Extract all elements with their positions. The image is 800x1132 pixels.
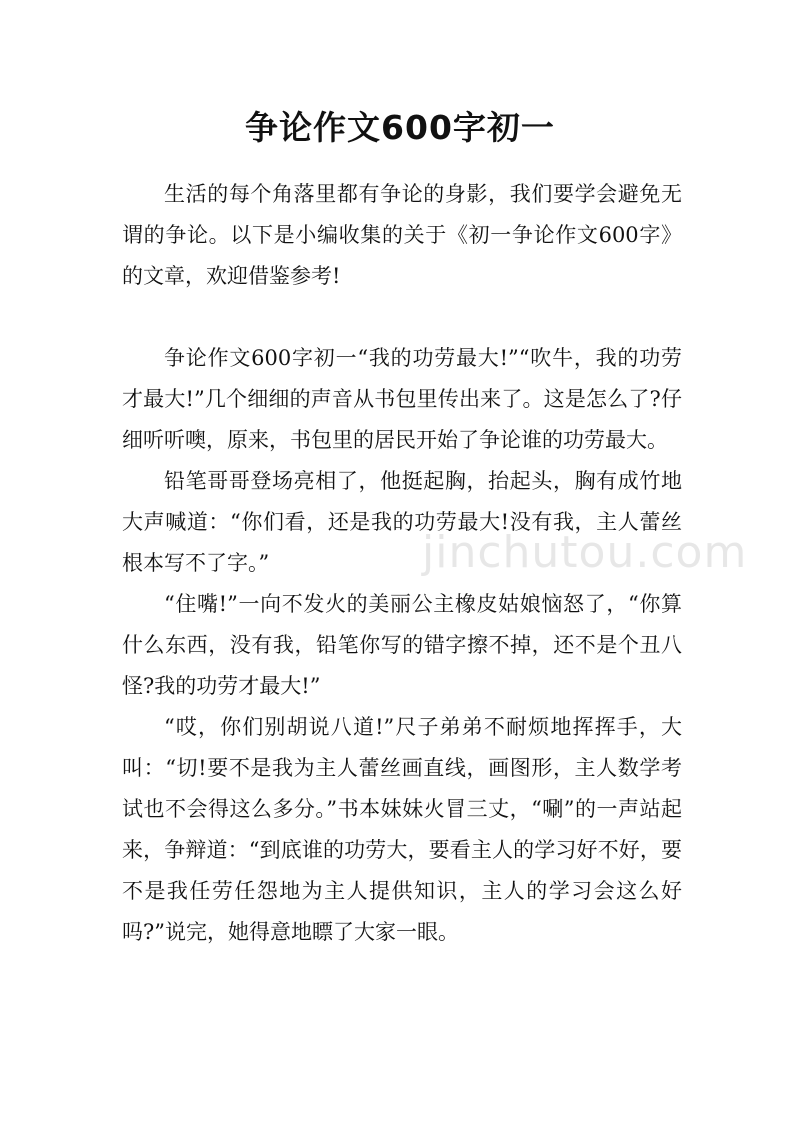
document-body: [122, 174, 682, 953]
body-paragraph-2: 铅笔哥哥登场亮相了，他挺起胸，抬起头，胸有成竹地大声喊道：“你们看，还是我的功劳最大!没有我，主人蕾丝根本写不了字。”: [122, 469, 682, 575]
body-paragraph-4: “哎，你们别胡说八道!”尺子弟弟不耐烦地挥挥手，大叫：“切!要不是我为主人蕾丝画直线，画图形，主人数学考试也不会得这么多分。”书本妹妹火冒三丈，“唰”的一声站起来，争辩道：“到底谁的功劳大，要看主人的学习好不好，要不是我任劳任怨地为主人提供知识，主人的学习会这么好吗?”说完，她得意地瞟了大家一眼。: [122, 715, 682, 944]
paragraph-spacer: [122, 297, 682, 338]
watermark-text: jinchutou.com: [422, 527, 748, 578]
document-title: 争论作文600字初一: [245, 108, 555, 147]
intro-paragraph: 生活的每个角落里都有争论的身影，我们要学会避免无谓的争论。以下是小编收集的关于《初一争论作文600字》的文章，欢迎借鉴参考!: [122, 182, 682, 288]
body-paragraph-3: “住嘴!”一向不发火的美丽公主橡皮姑娘恼怒了，“你算什么东西，没有我，铅笔你写的错字擦不掉，还不是个丑八怪?我的功劳才最大!”: [122, 592, 682, 698]
body-paragraph-1: 争论作文600字初一“我的功劳最大!”“吹牛，我的功劳才最大!”几个细细的声音从书包里传出来了。这是怎么了?仔细听听噢，原来，书包里的居民开始了争论谁的功劳最大。: [122, 346, 682, 452]
